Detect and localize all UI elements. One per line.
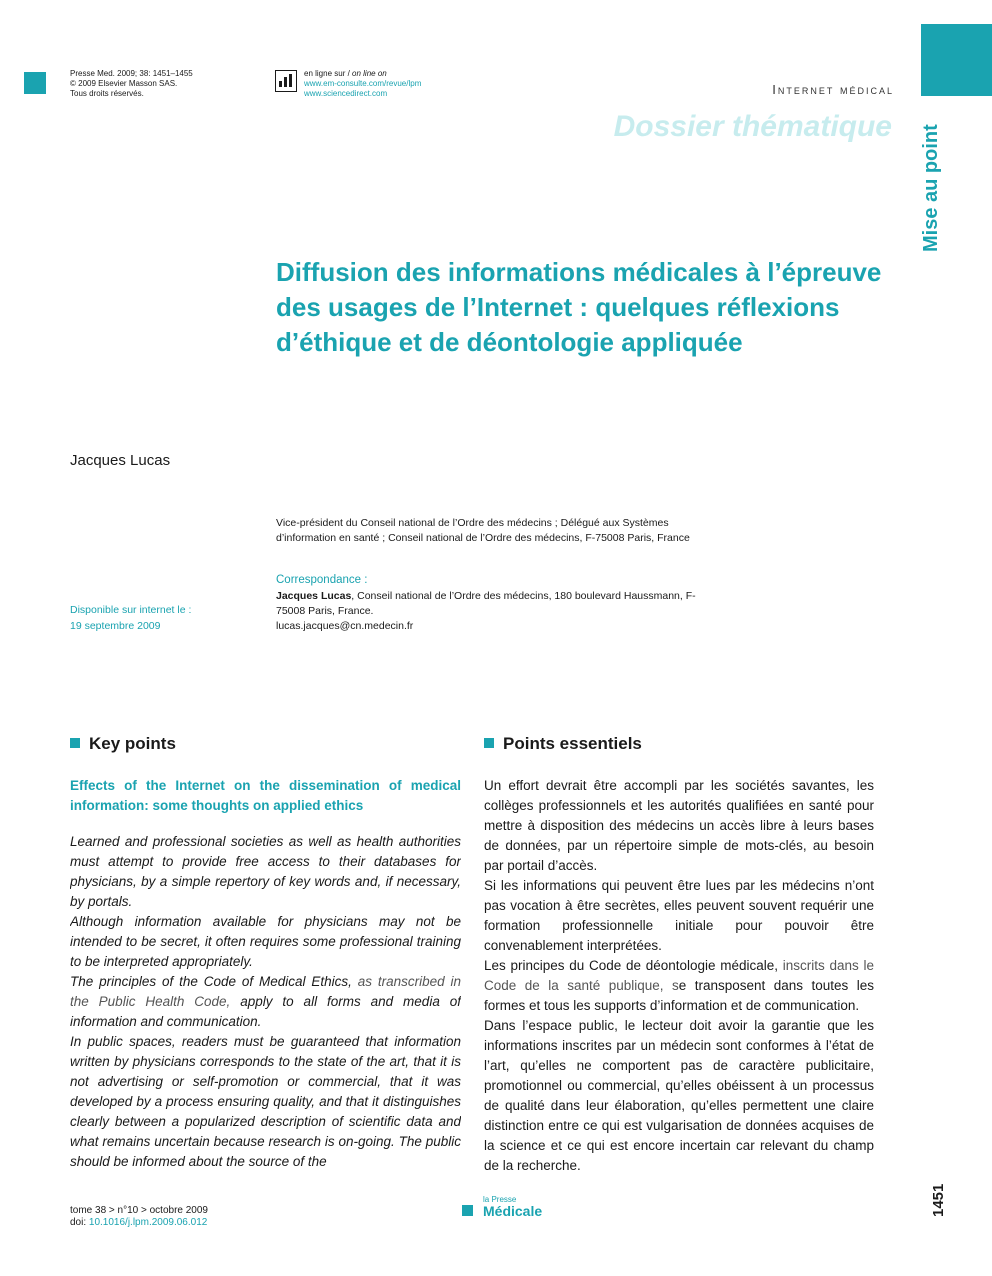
page-number: 1451 <box>930 1183 947 1217</box>
online-links-block <box>304 69 421 99</box>
copyright: © 2009 Elsevier Masson SAS. <box>70 79 178 88</box>
point-essentiel-2: Si les informations qui peuvent être lues par les médecins n’ont pas vocation à être secrètes, elles peuvent souvent requérir une formation professionnelle initiale pour pouvoir être convenablement interprétées. <box>484 878 874 953</box>
points-essentiels-text <box>484 776 874 1176</box>
dossier-title: Dossier thématique <box>613 110 892 143</box>
author-affiliation: Vice-président du Conseil national de l’Ordre des médecins ; Délégué aux Systèmes d’information en santé ; Conseil national de l’Ordre des médecins, F-75008 Paris, France <box>276 517 690 544</box>
section-label: Internet médical <box>772 82 894 97</box>
points-essentiels-heading: Points essentiels <box>484 734 642 754</box>
key-point-1: Learned and professional societies as well as health authorities must attempt to provide free access to their databases for physicians, by a simple repertory of key words and, if necessary, by portals. <box>70 834 461 909</box>
correspondence-body <box>276 589 706 634</box>
sciencedirect-link[interactable]: www.sciencedirect.com <box>304 89 388 98</box>
point-essentiel-3: Les principes du Code de déontologie médicale, inscrits dans le Code de la santé publique, se transposent dans toutes les formes et tous les supports d’information et de communication. <box>484 958 874 1013</box>
citation-block <box>70 69 193 99</box>
logo-main-text: Médicale <box>483 1203 543 1219</box>
square-bullet-icon <box>484 738 494 748</box>
square-bullet-icon <box>70 738 80 748</box>
corner-square-decoration <box>24 72 46 94</box>
logo-square-icon <box>462 1205 473 1216</box>
online-available-label: Disponible sur internet le : <box>70 604 192 616</box>
key-point-4: In public spaces, readers must be guaranteed that information written by physicians corresponds to the state of the art, that it is not advertising or self-promotion or commercial, that it was developed by a process ensuring quality, and that it distinguishes clearly between a popularized description of scientific data and what remains uncertain because research is on-going. The public should be informed about the source of the <box>70 1034 461 1169</box>
online-bar-chart-icon <box>275 70 297 92</box>
doi-line: doi: 10.1016/j.lpm.2009.06.012 <box>70 1217 208 1228</box>
correspondence-label: Correspondance : <box>276 574 368 586</box>
vertical-section-tab <box>900 124 970 260</box>
online-label: en ligne sur / on line on <box>304 69 387 78</box>
online-availability <box>70 602 240 634</box>
corner-block-decoration <box>921 24 992 96</box>
em-consulte-link[interactable]: www.em-consulte.com/revue/lpm <box>304 79 422 88</box>
english-subtitle: Effects of the Internet on the dissemination of medical information: some thoughts on applied ethics <box>70 778 461 813</box>
logo-top-text: la Presse <box>483 1195 517 1204</box>
footer-issue-info <box>70 1205 208 1229</box>
key-points-heading: Key points <box>70 734 176 754</box>
correspondence-email[interactable]: lucas.jacques@cn.medecin.fr <box>276 620 414 632</box>
key-point-3: The principles of the Code of Medical Ethics, as transcribed in the Public Health Code, apply to all forms and media of information and communication. <box>70 974 461 1029</box>
correspondence-name: Jacques Lucas <box>276 590 352 602</box>
article-title: Diffusion des informations médicales à l’épreuve des usages de l’Internet : quelques réflexions d’éthique et de déontologie appliquée <box>276 257 882 357</box>
citation: Presse Med. 2009; 38: 1451–1455 <box>70 69 193 78</box>
online-date: 19 septembre 2009 <box>70 620 161 632</box>
key-point-2: Although information available for physicians may not be intended to be secret, it often requires some professional training to be interpreted appropriately. <box>70 914 461 969</box>
doi-link[interactable]: 10.1016/j.lpm.2009.06.012 <box>88 1217 208 1228</box>
rights: Tous droits réservés. <box>70 89 144 98</box>
journal-logo <box>483 1196 542 1218</box>
correspondence-address: , Conseil national de l’Ordre des médecins, 180 boulevard Haussmann, F-75008 Paris, France. <box>276 590 696 617</box>
point-essentiel-4: Dans l’espace public, le lecteur doit avoir la garantie que les informations inscrites par un médecin sont conformes à l’état de l’art, qu’elles ne comportent pas de caractère publicitaire, promotionnel ou commercial, qu’elles obéissent à un processus de qualité dans leur élaboration, qu’elles permettent une claire distinction entre ce qui est vulgarisation de données acquises de la science et ce qui est encore incertain car relevant du champ de la recherche. <box>484 1018 874 1173</box>
vertical-tab-label: Mise au point <box>920 124 942 252</box>
point-essentiel-1: Un effort devrait être accompli par les sociétés savantes, les collèges professionnels et les autorités qualifiées en santé pour mettre à disposition des médecins un accès libre à leurs bases de données, par un répertoire simple de mots-clés, au besoin par portail d’accès. <box>484 778 874 873</box>
issue-label: tome 38 > n°10 > octobre 2009 <box>70 1205 208 1216</box>
author-name: Jacques Lucas <box>70 452 171 469</box>
key-points-text <box>70 832 461 1172</box>
